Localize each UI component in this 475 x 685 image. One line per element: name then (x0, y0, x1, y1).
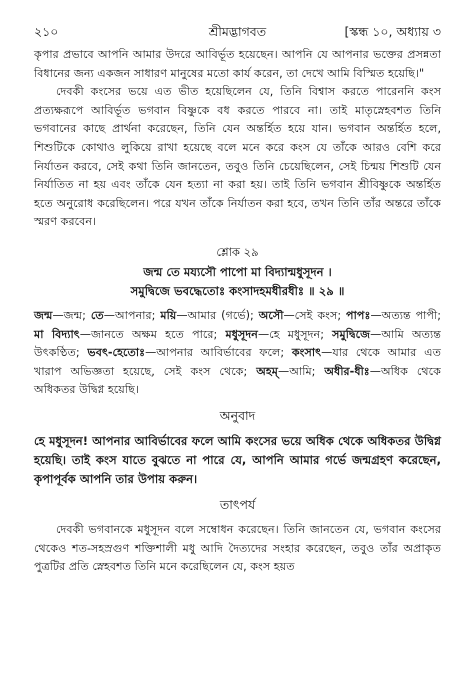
synonym-meaning: —আমি; (278, 364, 325, 378)
synonym-term: ভবৎ-হেতোঃ (87, 346, 146, 360)
synonym-term: জন্ম (34, 308, 53, 322)
purport-title: তাৎপর্য (219, 496, 256, 512)
synonym-meaning: —জানতে অক্ষম হতে পারে; (79, 327, 226, 341)
translation-text: হে মধুসূদন! আপনার আবির্ভাবের ফলে আমি কংসের ভয়ে অধিক থেকে অধিকতর উদ্বিগ্ন হয়েছি। তাই কংস যাতে বুঝতে না পারে যে, আপনি আমার গর্ভে জন্মগ্রহণ করেছেন, কৃপাপূর্বক আপনি তার উপায় করুন। (34, 433, 441, 486)
verse-line: সমুদ্বিজে ভবদ্ধেতোঃ কংসাদহমধীরধীঃ ॥ ২৯ ॥ (130, 283, 345, 298)
synonym-term: পাপঃ (346, 308, 371, 322)
translation-title: অনুবাদ (219, 407, 256, 423)
synonym-meaning: —হে মধুসূদন; (257, 327, 333, 341)
word-meanings (34, 307, 441, 400)
verse-label: শ্লোক ২৯ (216, 244, 259, 259)
purport-continued-paragraph: দেবকী কংসের ভয়ে এত ভীত হয়েছিলেন যে, তিনি বিশ্বাস করতে পারেননি কংস প্রত্যক্ষরূপে আবির্ভূত ভগবান বিষ্ণুকে বধ করতে পারবে না। তাই মাতৃস্নেহবশত তিনি ভগবানের কাছে প্রার্থনা করেছেন, তিনি যেন অন্তর্হিত হয়ে যান। ভগবান অন্তর্হিত হলে, শিশুটিকে কোথাও লুকিয়ে রাখা হয়েছে বলে মনে করে কংস যে তাঁকে আরও বেশি করে নির্যাতন করবে, সেই কথা তিনি জানতেন, তবুও তিনি চেয়েছিলেন, সেই চিন্ময় শিশুটি যেন নির্যাতিত না হয় এবং তাঁকে যেন হত্যা না করা হয়। তাই তিনি ভগবান শ্রীবিষ্ণুকে অন্তর্হিত হতে অনুরোধ করেছিলেন। পরে যখন তাঁকে নির্যাতন করা হবে, তখন তিনি তাঁর অন্তরে তাঁকে স্মরণ করবেন। (34, 85, 441, 229)
page-number: ২১০ (34, 24, 59, 39)
synonym-term: তে (90, 308, 104, 322)
synonym-term: অসৌ (258, 308, 284, 322)
synonym-meaning: —আমি অত্যন্ত উৎকণ্ঠিত; (34, 327, 442, 360)
synonym-term: কংসাৎ (291, 346, 322, 360)
chapter-reference: [স্কন্ধ ১০, অধ্যায় ৩ (344, 24, 441, 39)
synonym-meaning: —অধিক থেকে অধিকতর উদ্বিগ্ন হয়েছি। (34, 364, 441, 397)
purport-text: দেবকী ভগবানকে মধুসূদন বলে সম্বোধন করেছেন। তিনি জানতেন যে, ভগবান কংসের থেকেও শত-সহস্রগুণ শক্তিশালী মধু আদি দৈত্যদের সংহার করেছেন, তবুও তাঁর অপ্রাকৃত পুত্রটির প্রতি স্নেহবশত তিনি মনে করেছিলেন যে, কংস হয়ত (34, 522, 441, 574)
synonym-meaning: —জন্ম; (52, 308, 91, 322)
page-header (34, 24, 441, 46)
synonym-meaning: —সেই কংস; (283, 308, 347, 322)
synonym-meaning: —আপনার আবির্ভাবের ফলে; (145, 346, 292, 360)
purport-continued-paragraph: কৃপার প্রভাবে আপনি আমার উদরে আবির্ভূত হয়েছেন। আপনি যে আপনার ভক্তের প্রসন্নতা বিধানের জন্য একজন সাধারণ মানুষের মতো কার্য করেন, তা দেখে আমি বিস্মিত হয়েছি।" (34, 48, 441, 80)
synonym-term: মা বিদ্যাৎ (34, 327, 80, 341)
synonym-term: অহম্ (256, 364, 278, 378)
synonym-term: ময়ি (160, 308, 177, 322)
synonym-term: অধীর-ধীঃ (324, 364, 370, 378)
synonym-meaning: —যার থেকে আমার এত খারাপ অভিজ্ঞতা হয়েছে, সেই কংস থেকে; (34, 346, 441, 378)
verse-line: জন্ম তে ময্যসৌ পাপো মা বিদ্যান্মধুসূদন । (143, 264, 332, 279)
synonym-meaning: —আপনার; (103, 308, 161, 322)
synonym-term: মধুসূদন (225, 327, 258, 341)
synonym-meaning: —অত্যন্ত পাপী; (370, 308, 441, 322)
synonym-meaning: —আমার (গর্ভে); (176, 308, 259, 322)
synonym-term: সমুদ্বিজে (332, 327, 371, 341)
book-title: শ্রীমদ্ভাগবত (208, 24, 267, 39)
